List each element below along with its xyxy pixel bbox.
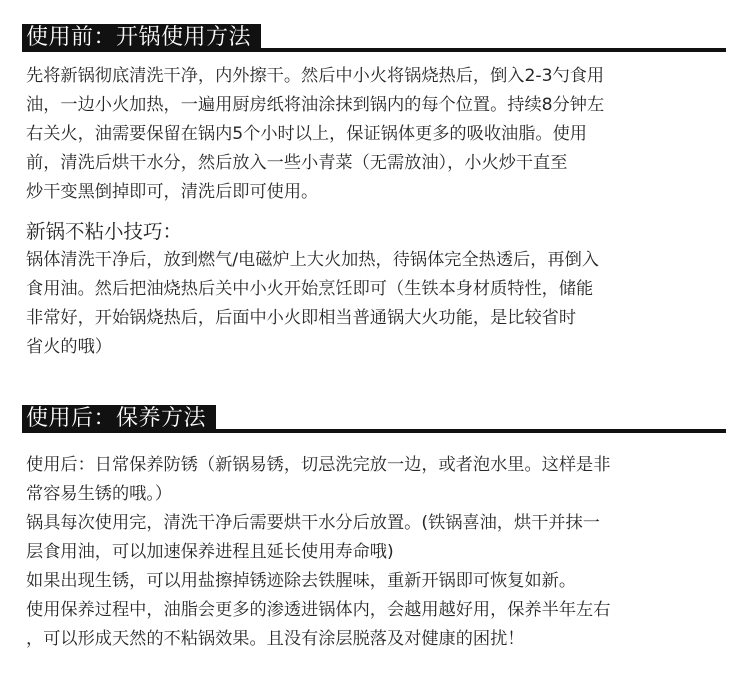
text-line: 非常好，开始锅烧热后，后面中小火即相当普通锅大火功能，是比较省时 <box>26 308 577 328</box>
text-line: 使用后：日常保养防锈（新锅易锈，切忌洗完放一边，或者泡水里。这样是非 <box>26 455 611 475</box>
text-line: 右关火，油需要保留在锅内5个小时以上，保证锅体更多的吸收油脂。使用 <box>26 124 587 144</box>
text-line: 油，一边小火加热，一遍用厨房纸将油涂抹到锅内的每个位置。持续8分钟左 <box>26 95 605 115</box>
text-line: 锅体清洗干净后，放到燃气/电磁炉上大火加热，待锅体完全热透后，再倒入 <box>26 250 599 270</box>
section-title-before-use: 使用前：开锅使用方法 <box>22 24 261 52</box>
text-line: 层食用油，可以加速保养进程且延长使用寿命哦) <box>26 542 394 562</box>
section-divider <box>216 429 726 433</box>
text-line: 先将新锅彻底清洗干净，内外擦干。然后中小火将锅烧热后，倒入2-3勺食用 <box>26 66 605 86</box>
text-line: 锅具每次使用完，清洗干净后需要烘干水分后放置。(铁锅喜油，烘干并抹一 <box>26 513 600 533</box>
text-line: 炒干变黑倒掉即可，清洗后即可使用。 <box>26 182 319 202</box>
non-stick-tips-heading: 新锅不粘小技巧： <box>26 220 183 243</box>
text-line: 前，清洗后烘干水分，然后放入一些小青菜（无需放油），小火炒干直至 <box>26 153 568 173</box>
section-header-before-use <box>22 24 726 52</box>
text-line: 使用保养过程中，油脂会更多的渗透进锅体内，会越用越好用，保养半年左右 <box>26 600 611 620</box>
section-title-after-use: 使用后：保养方法 <box>22 405 216 433</box>
maintenance-instructions <box>26 451 736 654</box>
section-divider <box>261 48 726 52</box>
text-line: 常容易生锈的哦。） <box>26 484 173 504</box>
seasoning-instructions <box>26 62 736 207</box>
text-line: 食用油。然后把油烧热后关中小火开始烹饪即可（生铁本身材质特性，储能 <box>26 279 594 299</box>
section-header-after-use <box>22 405 726 433</box>
non-stick-tips-text <box>26 246 736 362</box>
text-line: 如果出现生锈，可以用盐擦掉锈迹除去铁腥味，重新开锅即可恢复如新。 <box>26 571 577 591</box>
text-line: 省火的哦） <box>26 337 112 357</box>
text-line: ，可以形成天然的不粘锅效果。且没有涂层脱落及对健康的困扰！ <box>26 629 525 649</box>
